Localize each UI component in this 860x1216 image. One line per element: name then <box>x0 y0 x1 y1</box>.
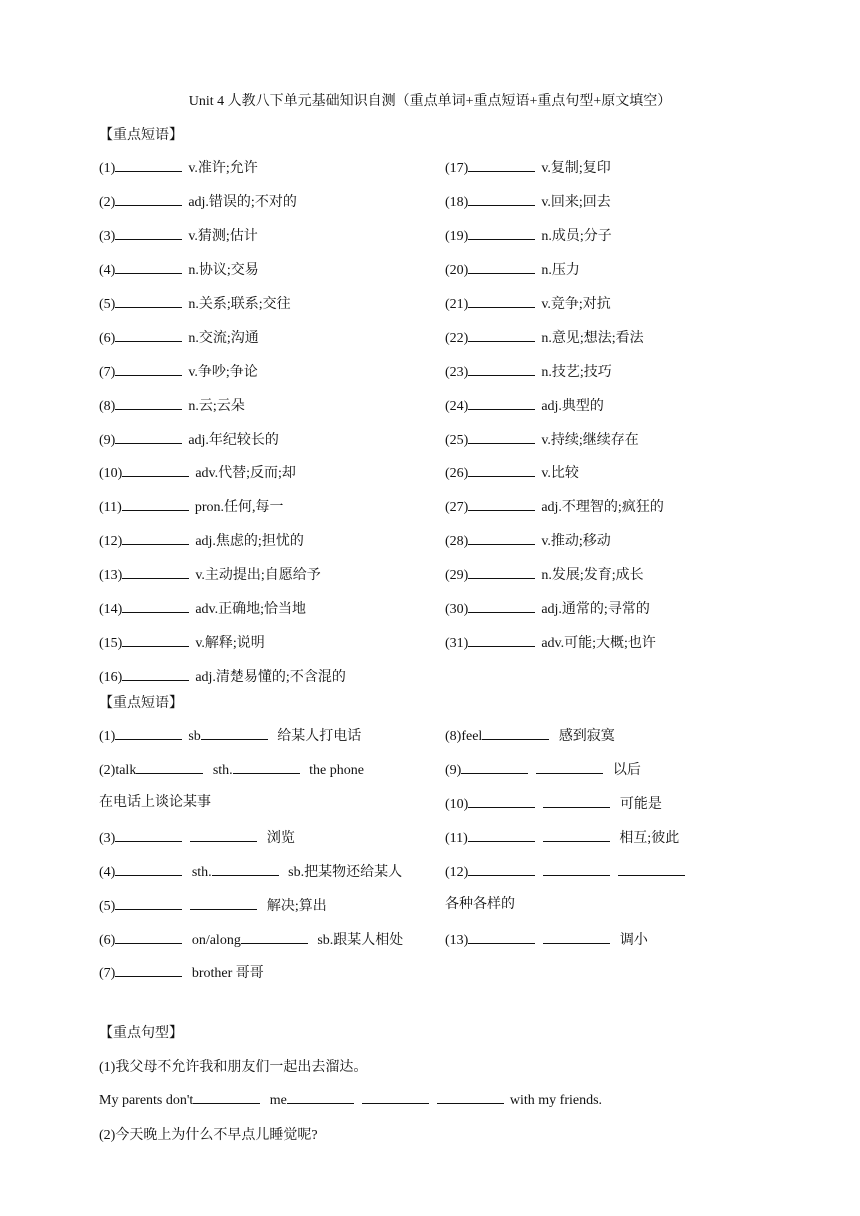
item-number: (20) <box>445 263 469 278</box>
phrase-item <box>99 760 364 780</box>
answer-blank[interactable] <box>468 633 535 647</box>
item-number: (6) <box>99 331 116 346</box>
answer-blank[interactable] <box>468 531 535 545</box>
answer-blank[interactable] <box>115 862 182 876</box>
item-number: (3) <box>99 229 116 244</box>
item-definition: 给某人打电话 <box>277 729 362 744</box>
item-definition: n.发展;发育;成长 <box>541 568 644 583</box>
item-definition: 调小 <box>619 933 648 948</box>
word-item <box>99 226 258 246</box>
answer-blank[interactable] <box>543 828 610 842</box>
item-definition: v.竞争;对抗 <box>541 297 611 312</box>
answer-blank[interactable] <box>241 930 308 944</box>
phrase-item <box>445 760 641 780</box>
word-item <box>99 192 297 212</box>
word-item <box>99 599 306 619</box>
item-number: (5) <box>99 297 116 312</box>
answer-blank[interactable] <box>115 896 182 910</box>
item-definition: n.云;云朵 <box>188 399 245 414</box>
phrase-meaning: 各种各样的 <box>445 897 515 912</box>
answer-blank[interactable] <box>543 862 610 876</box>
answer-blank[interactable] <box>122 463 189 477</box>
answer-blank[interactable] <box>468 828 535 842</box>
item-number: (16) <box>99 670 123 685</box>
answer-blank[interactable] <box>287 1090 354 1104</box>
answer-blank[interactable] <box>468 565 535 579</box>
phrase-item <box>99 896 327 916</box>
item-number: (28) <box>445 534 469 549</box>
item-number: (10) <box>99 466 123 481</box>
item-definition: n.技艺;技巧 <box>541 365 612 380</box>
item-definition: n.关系;联系;交往 <box>188 297 291 312</box>
word-item <box>99 328 259 348</box>
answer-blank[interactable] <box>468 599 535 613</box>
item-definition: adj.典型的 <box>541 399 604 414</box>
item-number: (4) <box>99 865 116 880</box>
item-definition: v.争吵;争论 <box>188 365 258 380</box>
item-definition: v.回来;回去 <box>541 195 611 210</box>
item-definition: 浏览 <box>266 831 295 846</box>
answer-blank[interactable] <box>468 192 535 206</box>
item-number: (10) <box>445 797 469 812</box>
word-item <box>445 294 611 314</box>
answer-blank[interactable] <box>468 430 535 444</box>
item-number: (14) <box>99 602 123 617</box>
item-number: (27) <box>445 500 469 515</box>
answer-blank[interactable] <box>115 362 182 376</box>
word-item <box>445 599 650 619</box>
word-item <box>445 226 612 246</box>
answer-blank[interactable] <box>468 362 535 376</box>
item-definition: n.交流;沟通 <box>188 331 259 346</box>
answer-blank[interactable] <box>201 726 268 740</box>
item-number: (19) <box>445 229 469 244</box>
answer-blank[interactable] <box>362 1090 429 1104</box>
answer-blank[interactable] <box>115 396 182 410</box>
answer-blank[interactable] <box>115 192 182 206</box>
answer-blank[interactable] <box>122 565 189 579</box>
phrase-item <box>99 862 402 882</box>
item-number: (21) <box>445 297 469 312</box>
word-item <box>445 497 664 517</box>
answer-blank[interactable] <box>212 862 279 876</box>
answer-blank[interactable] <box>468 862 535 876</box>
word-item <box>445 565 644 585</box>
item-number: (13) <box>445 933 469 948</box>
item-definition: v.主动提出;自愿给予 <box>195 568 321 583</box>
item-number: (12) <box>445 865 469 880</box>
item-definition: sb.跟某人相处 <box>317 933 404 948</box>
item-number: (17) <box>445 161 469 176</box>
answer-blank[interactable] <box>468 930 535 944</box>
word-item <box>99 158 258 178</box>
answer-blank[interactable] <box>468 294 535 308</box>
item-number: (8)feel <box>445 729 483 744</box>
word-item <box>99 497 283 517</box>
item-definition: v.复制;复印 <box>541 161 611 176</box>
answer-blank[interactable] <box>468 497 535 511</box>
item-definition: v.持续;继续存在 <box>541 433 639 448</box>
item-definition: adj.通常的;寻常的 <box>541 602 650 617</box>
word-item <box>99 667 346 687</box>
item-number: (3) <box>99 831 116 846</box>
item-definition: 解决;算出 <box>266 899 327 914</box>
item-number: (29) <box>445 568 469 583</box>
answer-blank[interactable] <box>115 430 182 444</box>
item-number: (26) <box>445 466 469 481</box>
word-item <box>445 531 611 551</box>
answer-blank[interactable] <box>482 726 549 740</box>
section-heading-words: 【重点短语】 <box>99 128 183 143</box>
answer-blank[interactable] <box>115 828 182 842</box>
item-definition: adj.清楚易懂的;不含混的 <box>195 670 346 685</box>
answer-blank[interactable] <box>618 862 685 876</box>
answer-blank[interactable] <box>115 930 182 944</box>
item-definition: pron.任何,每一 <box>194 500 284 515</box>
word-item <box>445 328 644 348</box>
sentence-part: me <box>269 1093 287 1108</box>
answer-blank[interactable] <box>468 463 535 477</box>
word-item <box>99 633 265 653</box>
answer-blank[interactable] <box>233 760 300 774</box>
item-number: (18) <box>445 195 469 210</box>
item-definition: n.协议;交易 <box>188 263 259 278</box>
phrase-fixed-word: sth. <box>191 865 212 880</box>
word-item <box>445 362 612 382</box>
answer-blank[interactable] <box>122 497 189 511</box>
word-item <box>445 430 639 450</box>
answer-blank[interactable] <box>122 633 189 647</box>
answer-blank[interactable] <box>536 760 603 774</box>
phrase-item <box>445 828 679 848</box>
item-definition: adj.错误的;不对的 <box>188 195 297 210</box>
answer-blank[interactable] <box>122 667 189 681</box>
item-number: (7) <box>99 966 116 981</box>
item-definition: 可能是 <box>619 797 662 812</box>
answer-blank[interactable] <box>193 1090 260 1104</box>
word-item <box>99 396 245 416</box>
phrase-item <box>99 726 361 746</box>
item-number: (24) <box>445 399 469 414</box>
item-number: (1) <box>99 161 116 176</box>
item-definition: adv.正确地;恰当地 <box>195 602 307 617</box>
phrase-meaning: 在电话上谈论某事 <box>99 795 211 810</box>
phrase-fixed-word: on/along <box>191 933 241 948</box>
item-definition: v.比较 <box>541 466 579 481</box>
item-definition: adj.年纪较长的 <box>188 433 279 448</box>
item-number: (8) <box>99 399 116 414</box>
answer-blank[interactable] <box>115 328 182 342</box>
item-definition: adv.可能;大概;也许 <box>541 636 656 651</box>
word-item <box>445 260 580 280</box>
answer-blank[interactable] <box>468 794 535 808</box>
item-definition: n.成员;分子 <box>541 229 612 244</box>
answer-blank[interactable] <box>190 828 257 842</box>
sentence-chinese: (2)今天晚上为什么不早点儿睡觉呢? <box>99 1128 318 1143</box>
item-definition: brother 哥哥 <box>191 966 264 981</box>
word-item <box>99 565 321 585</box>
word-item <box>445 463 579 483</box>
sentence-part: with my friends. <box>509 1093 603 1108</box>
phrase-item <box>445 862 691 882</box>
item-definition: adv.代替;反而;却 <box>195 466 296 481</box>
word-item <box>99 362 258 382</box>
word-item <box>99 531 304 551</box>
word-item <box>445 192 611 212</box>
item-number: (30) <box>445 602 469 617</box>
item-definition: adj.焦虑的;担忧的 <box>195 534 304 549</box>
word-item <box>445 396 604 416</box>
item-number: (1) <box>99 729 116 744</box>
item-number: (25) <box>445 433 469 448</box>
item-number: (11) <box>445 831 468 846</box>
sentence-english <box>99 1090 602 1109</box>
sentence-chinese: (1)我父母不允许我和朋友们一起出去溜达。 <box>99 1060 368 1075</box>
answer-blank[interactable] <box>543 794 610 808</box>
word-item <box>99 430 279 450</box>
item-number: (23) <box>445 365 469 380</box>
item-definition: v.推动;移动 <box>541 534 611 549</box>
section-heading-phrases: 【重点短语】 <box>99 696 183 711</box>
item-definition: 以后 <box>612 763 641 778</box>
phrase-item <box>445 726 615 746</box>
answer-blank[interactable] <box>122 531 189 545</box>
word-item <box>99 260 259 280</box>
answer-blank[interactable] <box>115 260 182 274</box>
item-number: (9) <box>99 433 116 448</box>
answer-blank[interactable] <box>461 760 528 774</box>
phrase-item <box>445 794 662 814</box>
answer-blank[interactable] <box>122 599 189 613</box>
word-item <box>445 158 611 178</box>
item-number: (13) <box>99 568 123 583</box>
answer-blank[interactable] <box>468 260 535 274</box>
answer-blank[interactable] <box>115 726 182 740</box>
answer-blank[interactable] <box>115 158 182 172</box>
answer-blank[interactable] <box>136 760 203 774</box>
phrase-item <box>99 828 295 848</box>
phrase-item <box>99 963 264 983</box>
item-number: (2) <box>99 195 116 210</box>
item-number: (6) <box>99 933 116 948</box>
item-number: (11) <box>99 500 122 515</box>
word-item <box>445 633 656 653</box>
item-number: (12) <box>99 534 123 549</box>
item-definition: n.压力 <box>541 263 580 278</box>
answer-blank[interactable] <box>115 226 182 240</box>
answer-blank[interactable] <box>115 294 182 308</box>
item-number: (5) <box>99 899 116 914</box>
item-definition: 相互;彼此 <box>619 831 680 846</box>
item-number: (22) <box>445 331 469 346</box>
answer-blank[interactable] <box>468 158 535 172</box>
word-item <box>99 463 296 483</box>
answer-blank[interactable] <box>543 930 610 944</box>
word-item <box>99 294 291 314</box>
answer-blank[interactable] <box>115 963 182 977</box>
page-title: Unit 4 人教八下单元基础知识自测（重点单词+重点短语+重点句型+原文填空） <box>188 94 672 109</box>
item-number: (4) <box>99 263 116 278</box>
phrase-fixed-word: sth. <box>212 763 233 778</box>
item-definition: v.猜测;估计 <box>188 229 258 244</box>
item-definition: sb.把某物还给某人 <box>288 865 403 880</box>
item-number: (31) <box>445 636 469 651</box>
item-number: (2)talk <box>99 763 137 778</box>
answer-blank[interactable] <box>468 396 535 410</box>
item-definition: adj.不理智的;疯狂的 <box>541 500 664 515</box>
phrase-item <box>445 930 648 950</box>
item-definition: n.意见;想法;看法 <box>541 331 644 346</box>
phrase-fixed-word: sb <box>188 729 201 744</box>
section-heading-sentences: 【重点句型】 <box>99 1026 183 1041</box>
item-definition: v.准许;允许 <box>188 161 258 176</box>
item-definition: v.解释;说明 <box>195 636 265 651</box>
answer-blank[interactable] <box>468 328 535 342</box>
phrase-item <box>99 930 403 950</box>
answer-blank[interactable] <box>437 1090 504 1104</box>
item-definition: the phone <box>309 763 364 778</box>
sentence-part: My parents don't <box>99 1093 194 1108</box>
item-definition: 感到寂寞 <box>558 729 615 744</box>
item-number: (15) <box>99 636 123 651</box>
answer-blank[interactable] <box>190 896 257 910</box>
item-number: (7) <box>99 365 116 380</box>
answer-blank[interactable] <box>468 226 535 240</box>
item-number: (9) <box>445 763 462 778</box>
